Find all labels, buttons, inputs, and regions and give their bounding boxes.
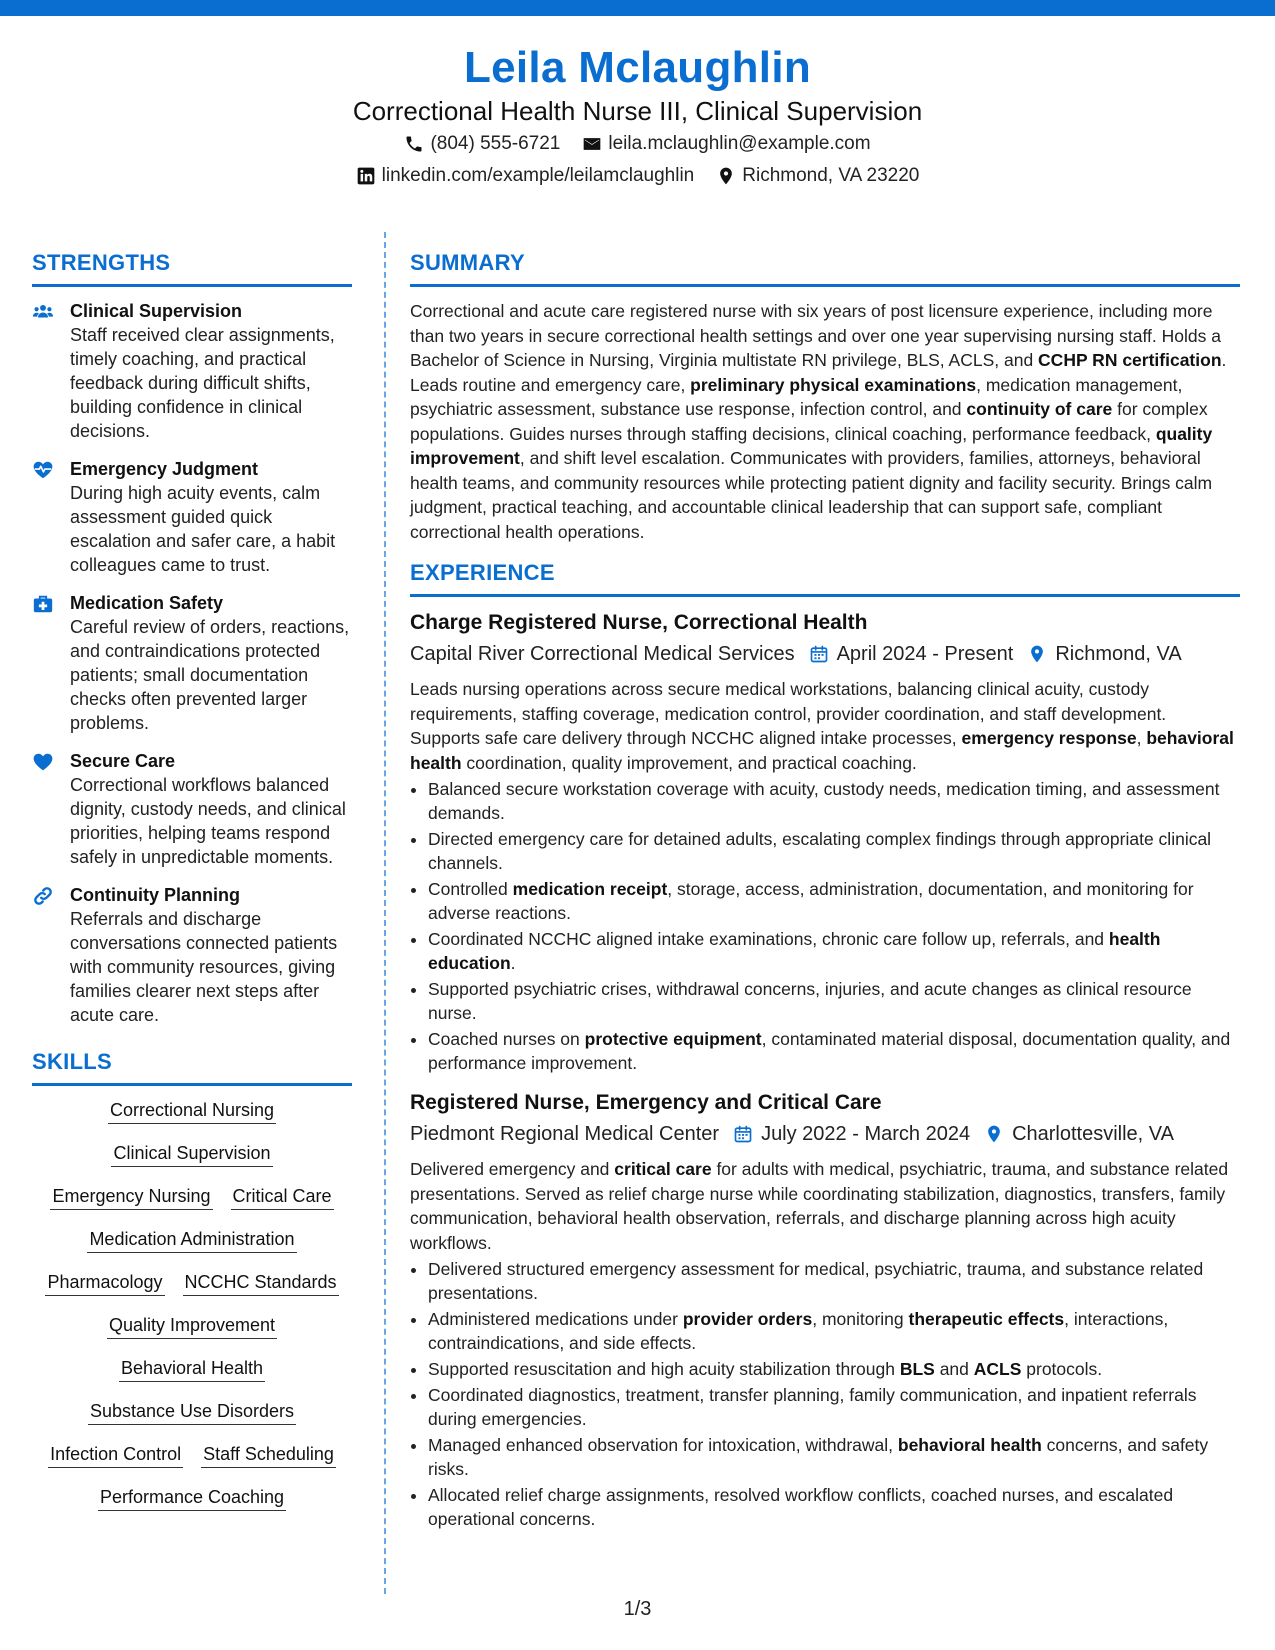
- bullet-item: [428, 1483, 1240, 1531]
- strength-item: [32, 457, 352, 577]
- strength-text: Staff received clear assignments, timely coaching, and practical feedback during difficult shifts, building confidence in clinical decisions.: [70, 325, 335, 441]
- job-intro: [410, 677, 1240, 775]
- job-dates: [809, 639, 1014, 669]
- contact-row-2: [0, 160, 1275, 192]
- bullet-item: [428, 1027, 1240, 1075]
- bullet-item: [428, 1307, 1240, 1355]
- skill-row: [32, 1399, 352, 1425]
- skill-tag: Behavioral Health: [119, 1356, 265, 1382]
- location-text: Richmond, VA 23220: [742, 165, 920, 186]
- job-intro: [410, 1157, 1240, 1255]
- location-contact: [716, 160, 919, 192]
- text-run: Allocated relief charge assignments, resolved workflow conflicts, coached nurses, and escalated operational concerns.: [428, 1485, 1174, 1529]
- skill-row: [32, 1098, 352, 1124]
- strengths-heading: STRENGTHS: [32, 248, 352, 287]
- text-run: Managed enhanced observation for intoxication, withdrawal,: [428, 1435, 898, 1455]
- calendar-icon: [733, 1124, 753, 1144]
- skill-tag: Critical Care: [231, 1184, 334, 1210]
- text-run: .: [510, 953, 516, 973]
- job-title: Charge Registered Nurse, Correctional Health: [410, 611, 868, 634]
- envelope-icon: [582, 134, 602, 154]
- bold-phrase: ACLS: [973, 1359, 1022, 1379]
- bold-phrase: provider orders: [682, 1309, 813, 1329]
- text-run: Coached nurses on: [428, 1029, 585, 1049]
- skill-row: [32, 1356, 352, 1382]
- job-location: [984, 1119, 1174, 1149]
- heart-icon: [32, 749, 56, 869]
- text-run: coordination, quality improvement, and practical coaching.: [461, 752, 917, 773]
- text-run: Supported resuscitation and high acuity stabilization through: [428, 1359, 900, 1379]
- map-pin-icon: [716, 166, 736, 186]
- heart-pulse-icon: [32, 457, 56, 577]
- linkedin-contact[interactable]: [356, 160, 695, 192]
- strength-title: Clinical Supervision: [70, 301, 243, 321]
- text-run: for adults with medical, psychiatric, trauma, and substance related presentations. Served as relief charge nurse while coordinating stabilization, diagnostics, transfers, family communication, behavioral health observation, referrals, and discharge planning across high acuity workflows.: [410, 1159, 1229, 1253]
- skill-row: [32, 1313, 352, 1339]
- skill-tag: Infection Control: [48, 1442, 183, 1468]
- summary-paragraph: [410, 299, 1240, 544]
- bullet-item: [428, 977, 1240, 1025]
- text-run: . Leads routine and emergency care,: [410, 350, 1227, 395]
- text-run: Directed emergency care for detained adults, escalating complex findings through appropriate clinical channels.: [428, 829, 1212, 873]
- page-number: 1/3: [623, 1598, 652, 1620]
- strength-text: During high acuity events, calm assessment guided quick escalation and safer care, a habit colleagues came to trust.: [70, 483, 336, 575]
- bold-phrase: health education: [428, 929, 1161, 973]
- job-location: [1027, 639, 1181, 669]
- job-meta: [410, 639, 1240, 669]
- calendar-icon: [809, 644, 829, 664]
- strength-item: [32, 591, 352, 735]
- resume-header: [0, 40, 1275, 192]
- bold-phrase: critical care: [614, 1159, 712, 1179]
- bullet-item: [428, 827, 1240, 875]
- contact-row-1: [0, 128, 1275, 160]
- bold-phrase: behavioral health: [897, 1435, 1042, 1455]
- text-run: , medication management, psychiatric assessment, substance use response, infection control, and: [410, 374, 1183, 419]
- job-entry: [410, 609, 1240, 1075]
- bullet-item: [428, 1357, 1240, 1381]
- strength-item: [32, 299, 352, 443]
- skill-row: [32, 1270, 352, 1296]
- bullet-item: [428, 1383, 1240, 1431]
- bullet-item: [428, 1257, 1240, 1305]
- candidate-title: Correctional Health Nurse III, Clinical Supervision: [352, 96, 923, 126]
- text-run: protocols.: [1021, 1359, 1103, 1379]
- job-company: Piedmont Regional Medical Center: [410, 1123, 720, 1145]
- skill-row: [32, 1184, 352, 1210]
- candidate-name: Leila Mclaughlin: [463, 43, 812, 92]
- text-run: concerns, and safety risks.: [428, 1435, 1209, 1479]
- strength-title: Medication Safety: [70, 593, 224, 613]
- text-run: ,: [1136, 728, 1147, 748]
- skill-tag: Quality Improvement: [107, 1313, 277, 1339]
- skill-tag: Emergency Nursing: [50, 1184, 212, 1210]
- linkedin-text: linkedin.com/example/leilamclaughlin: [381, 165, 695, 186]
- map-pin-icon: [1027, 644, 1047, 664]
- skill-tag: Staff Scheduling: [201, 1442, 336, 1468]
- bullet-item: [428, 927, 1240, 975]
- strength-text: Careful review of orders, reactions, and contraindications protected patients; small documentation checks often prevented larger problems.: [70, 617, 350, 733]
- text-run: , interactions, contraindications, and side effects.: [428, 1309, 1169, 1353]
- bold-phrase: preliminary physical examinations: [690, 374, 977, 395]
- phone-text: (804) 555-6721: [430, 133, 561, 154]
- bullet-item: [428, 1433, 1240, 1481]
- bold-phrase: medication receipt: [512, 879, 668, 899]
- users-icon: [32, 299, 56, 443]
- bold-phrase: continuity of care: [966, 399, 1113, 419]
- skill-tag: Clinical Supervision: [111, 1141, 272, 1167]
- strength-text: Correctional workflows balanced dignity, custody needs, and clinical priorities, helping teams respond safely in unpredictable moments.: [70, 775, 346, 867]
- bold-phrase: BLS: [899, 1359, 935, 1379]
- job-location-text: Charlottesville, VA: [1012, 1123, 1174, 1145]
- text-run: Coordinated NCCHC aligned intake examinations, chronic care follow up, referrals, and: [428, 929, 1109, 949]
- bold-phrase: emergency response: [961, 728, 1137, 748]
- skill-row: [32, 1485, 352, 1511]
- text-run: for complex populations. Guides nurses through staffing decisions, clinical coaching, performance feedback,: [410, 399, 1208, 444]
- text-run: Controlled: [428, 879, 513, 899]
- skill-tag: Medication Administration: [87, 1227, 296, 1253]
- text-run: Delivered structured emergency assessment for medical, psychiatric, trauma, and substance related presentations.: [428, 1259, 1204, 1303]
- link-icon: [32, 883, 56, 1027]
- bold-phrase: protective equipment: [584, 1029, 762, 1049]
- phone-contact[interactable]: [404, 128, 560, 160]
- job-title: Registered Nurse, Emergency and Critical Care: [410, 1091, 882, 1114]
- bold-phrase: therapeutic effects: [908, 1309, 1065, 1329]
- job-dates: [733, 1119, 970, 1149]
- strength-text: Referrals and discharge conversations connected patients with community resources, giving families clearer next steps after acute care.: [70, 909, 338, 1025]
- linkedin-icon: [356, 166, 376, 186]
- skill-tag: Performance Coaching: [98, 1485, 286, 1511]
- bold-phrase: behavioral health: [410, 728, 1234, 773]
- skill-tag: Pharmacology: [45, 1270, 164, 1296]
- column-divider: [384, 232, 386, 1594]
- bullet-item: [428, 777, 1240, 825]
- text-run: Administered medications under: [428, 1309, 683, 1329]
- text-run: , storage, access, administration, documentation, and monitoring for adverse reactions.: [428, 879, 1194, 923]
- strength-item: [32, 749, 352, 869]
- medkit-icon: [32, 591, 56, 735]
- text-run: Coordinated diagnostics, treatment, transfer planning, family communication, and inpatient referrals during emergencies.: [428, 1385, 1197, 1429]
- skill-tag: Correctional Nursing: [108, 1098, 276, 1124]
- text-run: and: [934, 1359, 974, 1379]
- top-accent-bar: [0, 0, 1275, 16]
- text-run: Correctional and acute care registered nurse with six years of post licensure experience, including more than two years in secure correctional health settings and over one year supervising nursing staff. Holds a Bachelor of Science in Nursing, Virginia multistate RN privilege, BLS, ACLS, and: [410, 301, 1221, 370]
- skill-tag: NCCHC Standards: [183, 1270, 339, 1296]
- strength-title: Continuity Planning: [70, 885, 240, 905]
- left-column: [32, 248, 352, 1528]
- skill-row: [32, 1141, 352, 1167]
- experience-heading: EXPERIENCE: [410, 558, 1240, 597]
- strength-title: Emergency Judgment: [70, 459, 259, 479]
- email-text: leila.mclaughlin@example.com: [608, 133, 871, 154]
- text-run: , contaminated material disposal, documentation quality, and performance improvement.: [428, 1029, 1231, 1073]
- job-company: Capital River Correctional Medical Services: [410, 643, 795, 665]
- skill-row: [32, 1442, 352, 1468]
- skills-list: [32, 1098, 352, 1511]
- phone-icon: [404, 134, 424, 154]
- strength-item: [32, 883, 352, 1027]
- text-run: Balanced secure workstation coverage with acuity, custody needs, medication timing, and assessment demands.: [428, 779, 1220, 823]
- job-dates-text: July 2022 - March 2024: [761, 1123, 971, 1145]
- job-entry: [410, 1089, 1240, 1531]
- right-column: [410, 248, 1240, 1541]
- text-run: , monitoring: [812, 1309, 909, 1329]
- job-bullets: [410, 777, 1240, 1075]
- skills-heading: SKILLS: [32, 1047, 352, 1086]
- job-dates-text: April 2024 - Present: [836, 643, 1014, 665]
- summary-heading: SUMMARY: [410, 248, 1240, 287]
- job-location-text: Richmond, VA: [1055, 643, 1182, 665]
- bold-phrase: quality improvement: [410, 423, 1213, 468]
- skill-row: [32, 1227, 352, 1253]
- bullet-item: [428, 877, 1240, 925]
- text-run: Delivered emergency and: [410, 1159, 615, 1179]
- skill-tag: Substance Use Disorders: [88, 1399, 296, 1425]
- text-run: , and shift level escalation. Communicates with providers, families, attorneys, behavioral health teams, and community resources while protecting patient dignity and facility security. Brings calm judgment, practical teaching, and accountable clinical leadership that can support safe, compliant correctional health operations.: [410, 448, 1213, 542]
- text-run: Supported psychiatric crises, withdrawal concerns, injuries, and acute changes as clinical resource nurse.: [428, 979, 1192, 1023]
- email-contact[interactable]: [582, 128, 870, 160]
- job-bullets: [410, 1257, 1240, 1531]
- job-meta: [410, 1119, 1240, 1149]
- bold-phrase: CCHP RN certification: [1038, 350, 1222, 370]
- map-pin-icon: [984, 1124, 1004, 1144]
- strength-title: Secure Care: [70, 751, 176, 771]
- text-run: Leads nursing operations across secure medical workstations, balancing clinical acuity, custody requirements, staffing coverage, medication control, provider coordination, and staff development. Supports safe care delivery through NCCHC aligned intake processes,: [410, 679, 1167, 748]
